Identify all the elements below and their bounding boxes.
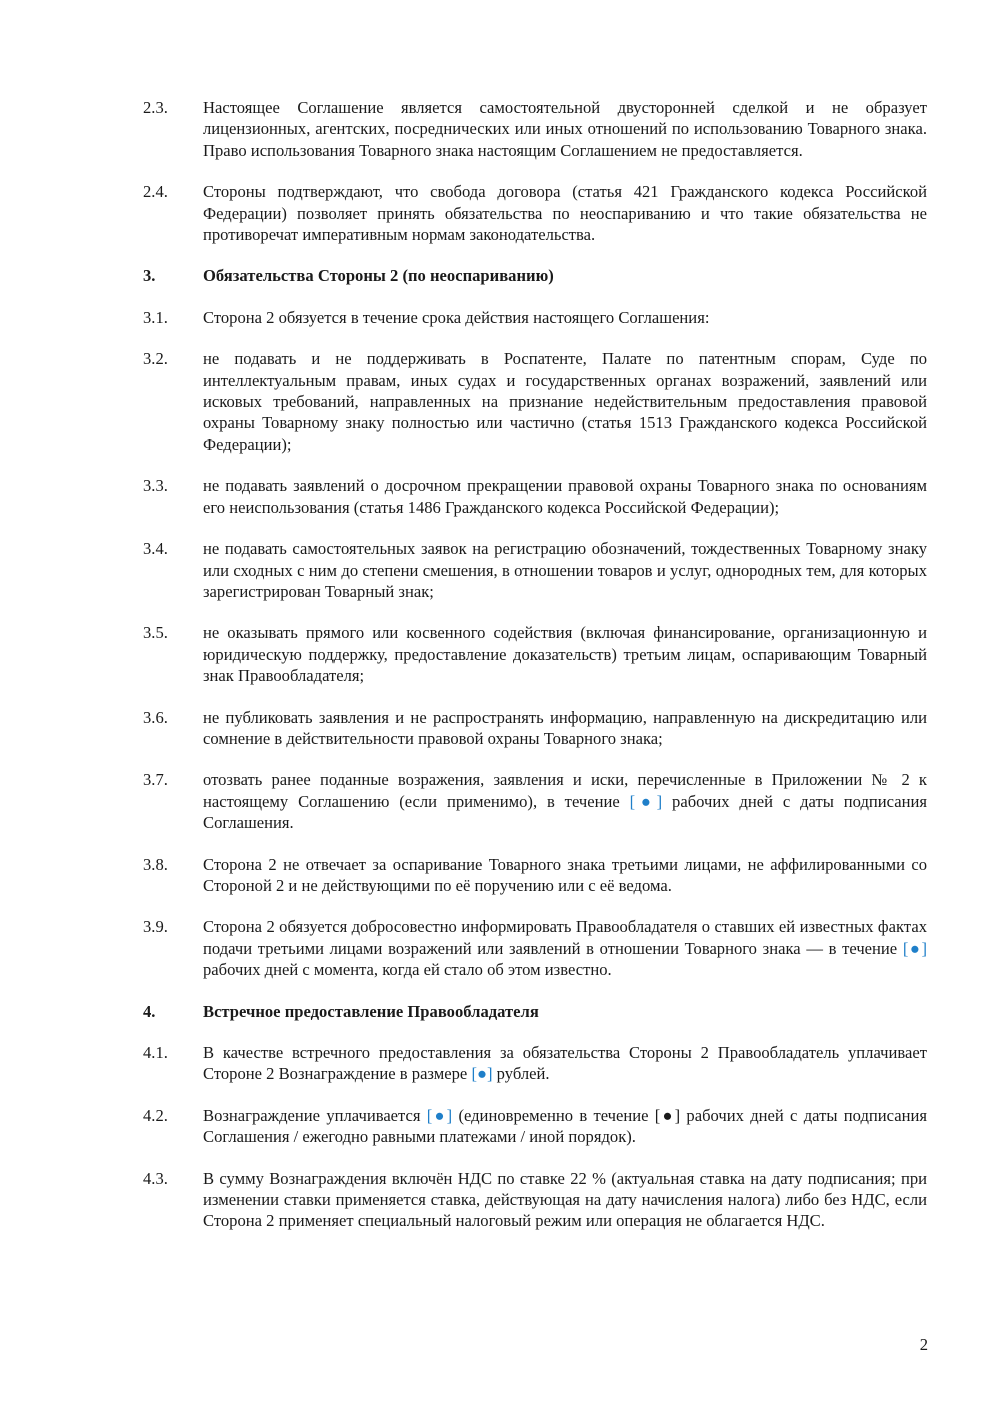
clause-3-9: [143, 916, 927, 980]
clause-number: 3.2.: [143, 349, 168, 369]
clause-number: 3.3.: [143, 476, 168, 496]
page-number: 2: [919, 1335, 928, 1354]
placeholder-marker: [●]: [902, 938, 927, 958]
section-title: Встречное предоставление Правообладателя: [203, 1001, 539, 1021]
clause-4-1: [143, 1042, 927, 1085]
placeholder-marker: [●]: [471, 1064, 493, 1084]
section-title: Обязательства Стороны 2 (по неоспариванию): [203, 266, 554, 286]
clause-3-5: [143, 622, 927, 686]
clause-number: 3.4.: [143, 539, 168, 559]
clause-4-3: [143, 1168, 927, 1232]
clause-text: Стороны подтверждают, что свобода договора (статья 421 Гражданского кодекса Российской Федерации) позволяет принять обязательства по неоспариванию и что такие обязательства не противоречат императивным нормам законодательства.: [203, 182, 927, 245]
clause-text: не подавать заявлений о досрочном прекращении правовой охраны Товарного знака по основаниям его неиспользования (статья 1486 Гражданского кодекса Российской Федерации);: [203, 476, 927, 517]
clause-number: 3.8.: [143, 854, 168, 874]
clause-text: Вознаграждение уплачивается [●] (единовременно в течение [●] рабочих дней с даты подписания Соглашения / ежегодно равными платежами / иной порядок).: [203, 1105, 928, 1147]
clause-3-4: [143, 538, 927, 602]
clause-number: 3.1.: [143, 307, 168, 327]
clause-number: 4.1.: [143, 1043, 168, 1062]
clause-text: Настоящее Соглашение является самостоятельной двусторонней сделкой и не образует лицензионных, агентских, посреднических или иных отношений по использованию Товарного знака. Право использования Товарного знака настоящим Соглашением не предоставляется.: [203, 98, 927, 160]
clause-2-4: [143, 181, 927, 245]
clause-text: не оказывать прямого или косвенного содействия (включая финансирование, организационную и юридическую поддержку, предоставление доказательств) третьим лицам, оспаривающим Товарный знак Правообладателя;: [203, 623, 927, 686]
clause-3-8: [143, 854, 927, 897]
clause-text: Сторона 2 не отвечает за оспаривание Товарного знака третьими лицами, не аффилированными со Стороной 2 и не действующими по её поручению или с её ведома.: [203, 854, 927, 895]
section-number: 4.: [143, 1001, 156, 1021]
clause-3-7: [143, 769, 927, 833]
clause-number: 2.3.: [143, 98, 168, 117]
clause-text: Сторона 2 обязуется в течение срока действия настоящего Соглашения:: [203, 307, 710, 327]
section-number: 3.: [143, 266, 156, 286]
clause-number: 3.9.: [143, 917, 168, 937]
clause-3-1: [143, 307, 927, 328]
clause-text: не подавать самостоятельных заявок на регистрацию обозначений, тождественных Товарному знаку или сходных с ним до степени смешения, в отношении товаров и услуг, однородных тем, для которых зарегистрирован Товарный знак;: [203, 539, 927, 601]
placeholder-marker: [●]: [426, 1105, 453, 1125]
clause-4-2: [143, 1105, 927, 1148]
clause-number: 3.6.: [143, 707, 168, 727]
clause-text: Сторона 2 обязуется добросовестно информировать Правообладателя о ставших ей известных фактах подачи третьими лицами возражений или заявлений в отношении Товарного знака — в течение [●] рабочих дней с момента, когда ей стало об этом известно.: [203, 917, 927, 980]
clause-3-2: [143, 348, 927, 455]
clause-text: не публиковать заявления и не распространять информацию, направленную на дискредитацию или сомнение в действительности правовой охраны Товарного знака;: [203, 707, 927, 748]
clause-text: В качестве встречного предоставления за обязательства Стороны 2 Правообладатель уплачивает Стороне 2 Вознаграждение в размере [●] рублей.: [203, 1043, 927, 1084]
clause-number: 2.4.: [143, 182, 168, 202]
clause-text: В сумму Вознаграждения включён НДС по ставке 22 % (актуальная ставка на дату подписания; при изменении ставки применяется ставка, действующая на дату начисления налога) либо без НДС, если Сторона 2 применяет специальный налоговый режим или операция не облагается НДС.: [203, 1168, 927, 1231]
placeholder-marker: [●]: [629, 791, 663, 811]
clause-3-6: [143, 707, 927, 750]
clause-text: не подавать и не поддерживать в Роспатенте, Палате по патентным спорам, Суде по интеллектуальным правам, иных судах и государственных органах возражений, заявлений или исковых требований, направленных на признание недействительным предоставления правовой охраны Товарному знаку полностью или частично (статья 1513 Гражданского кодекса Российской Федерации);: [203, 349, 927, 454]
section-heading-3: [143, 265, 927, 286]
clause-number: 4.3.: [143, 1168, 168, 1188]
clause-number: 3.7.: [143, 770, 168, 790]
clause-text: отозвать ранее поданные возражения, заявления и иски, перечисленные в Приложении № 2 к настоящему Соглашению (если применимо), в течение [●] рабочих дней с даты подписания Соглашения.: [203, 770, 927, 833]
section-heading-4: [143, 1001, 927, 1022]
clause-number: 3.5.: [143, 623, 168, 643]
clause-number: 4.2.: [143, 1105, 168, 1125]
clause-3-3: [143, 475, 927, 518]
clause-2-3: [143, 97, 927, 161]
document-body: [143, 97, 927, 1252]
